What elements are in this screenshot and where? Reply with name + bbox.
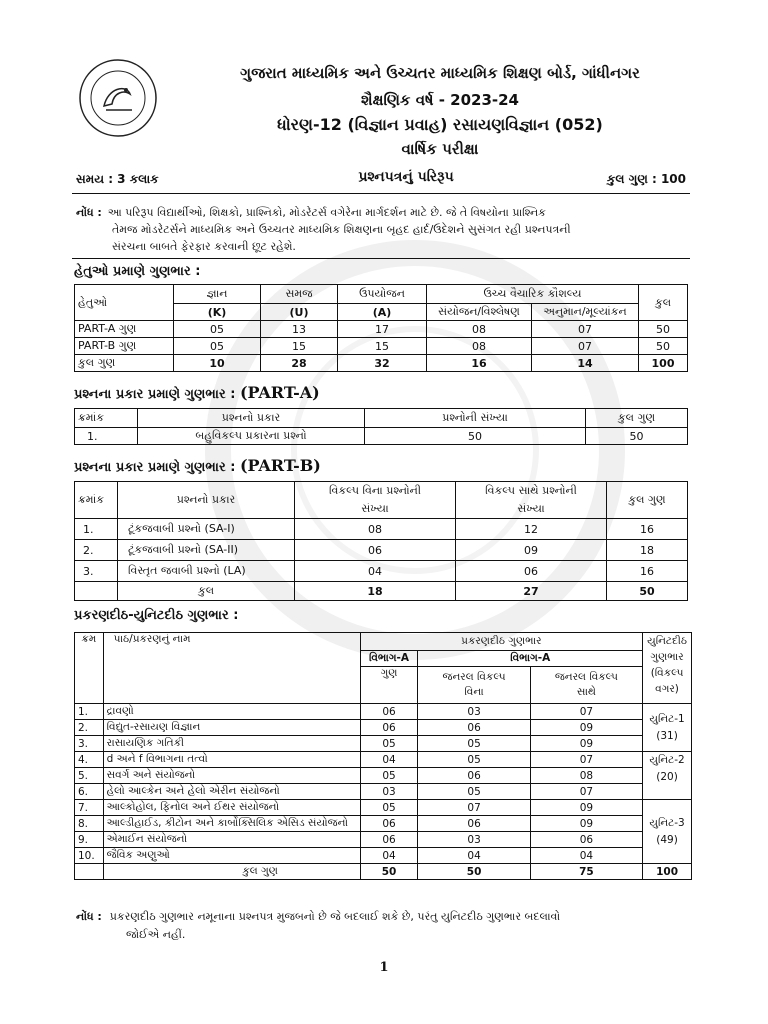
cell: બહુવિકલ્પ પ્રકારના પ્રશ્નો [138, 428, 365, 445]
cell: આલ્કોહોલ, ફિનોલ અને ઈથર સંયોજનો [103, 800, 360, 816]
note-line-1: આ પરિરૂપ વિદ્યાર્થીઓ, શિક્ષકો, પ્રાશ્નિકો, મોડરેટર્સ વગેરેના માર્ગદર્શન માટે છે. જે તે વિષયોના પ્રાશ્નિક [107, 206, 546, 219]
table-row [75, 848, 692, 864]
cell: 06 [360, 720, 418, 736]
unit-marks: (31) [656, 729, 678, 742]
header-text: સાથે [576, 686, 596, 698]
page-number: 1 [379, 960, 389, 975]
cell: 1. [75, 428, 138, 445]
cell: 2. [75, 540, 118, 561]
objective-weightage-heading: હેતુઓ પ્રમાણે ગુણભાર : [74, 264, 201, 279]
chapter-weightage-table [74, 632, 692, 880]
footnote-line-1: પ્રકરણદીઠ ગુણભાર નમૂનાના પ્રશ્નપત્ર મુજબનો છે જે બદલાઈ શકે છે, પરંતુ યુનિટદીઠ ગુણભાર બદલાવો [109, 910, 561, 923]
cell: 75 [530, 864, 642, 880]
header-text: (વિકલ્પ [650, 667, 684, 679]
cell: 10 [174, 355, 261, 372]
cell [75, 864, 104, 880]
time-label: સમય : 3 કલાક [76, 172, 159, 186]
cell: 50 [586, 428, 688, 445]
subject-title: ધોરણ-12 (વિજ્ઞાન પ્રવાહ) રસાયણવિજ્ઞાન (052) [277, 115, 603, 134]
header-text: ગુણભાર [650, 651, 684, 663]
cell: 06 [295, 540, 456, 561]
cell: 8. [75, 816, 104, 832]
header-text: વિકલ્પ વિના પ્રશ્નોની [329, 484, 421, 497]
cell: 07 [418, 800, 530, 816]
cell: 18 [295, 582, 456, 601]
table-row [75, 519, 688, 540]
meta-row [76, 169, 686, 191]
unit-marks: (20) [656, 771, 678, 783]
unit-label: યુનિટ-3 [649, 816, 685, 829]
note-line-3: સંરચના બાબતે ફેરફાર કરવાની છૂટ રહેશે. [112, 240, 296, 253]
cell: 05 [174, 321, 261, 338]
cell: 6. [75, 784, 104, 800]
chapter-weightage-heading: પ્રકરણદીઠ-યુનિટદીઠ ગુણભાર : [74, 608, 239, 623]
cell [75, 582, 118, 601]
col-part-a: વિભાગ-A [360, 651, 418, 667]
cell: 50 [639, 338, 688, 355]
cell: 08 [295, 519, 456, 540]
cell: જૈવિક અણુઓ [103, 848, 360, 864]
cell: 08 [427, 321, 532, 338]
divider [72, 258, 690, 259]
header-text: વિકલ્પ સાથે પ્રશ્નોની [485, 484, 577, 497]
table-row [75, 816, 692, 832]
cell: 04 [295, 561, 456, 582]
col-part-b: વિભાગ-A [418, 651, 643, 667]
col-marks: કુલ ગુણ [607, 482, 688, 519]
cell: 28 [261, 355, 338, 372]
col-count: પ્રશ્નોની સંખ્યા [365, 409, 586, 428]
cell: 15 [338, 338, 427, 355]
footer-note [76, 908, 688, 944]
cell: 07 [532, 338, 639, 355]
cell: 10. [75, 848, 104, 864]
cell: 100 [639, 355, 688, 372]
col-unitwise [643, 633, 692, 704]
part-b-table [74, 481, 688, 601]
col-synthesis: સંયોજન/વિશ્લેષણ [427, 304, 532, 321]
cell: 12 [456, 519, 607, 540]
cell: હેલો આલ્કેન અને હેલો એરીન સંયોજનો [103, 784, 360, 800]
col-type: પ્રશ્નનો પ્રકાર [118, 482, 295, 519]
cell: 05 [360, 736, 418, 752]
cell: 50 [360, 864, 418, 880]
table-row [75, 832, 692, 848]
cell: 1. [75, 704, 104, 720]
cell: 08 [530, 768, 642, 784]
table-row [75, 720, 692, 736]
unit-label: યુનિટ-1 [649, 712, 685, 725]
col-evaluation: અનુમાન/મૂલ્યાંકન [532, 304, 639, 321]
cell: 3. [75, 561, 118, 582]
cell: 07 [532, 321, 639, 338]
total-marks-label: કુલ ગુણ : 100 [606, 172, 686, 186]
footnote-line-2: જોઈએ નહીં. [126, 928, 186, 941]
cell: 07 [530, 784, 642, 800]
unit-3-cell [643, 800, 692, 864]
cell: 06 [530, 832, 642, 848]
part-label: (PART-B) [239, 456, 321, 475]
academic-year: શૈક્ષણિક વર્ષ - 2023-24 [361, 91, 519, 109]
col-without-choice [295, 482, 456, 519]
table-row [75, 321, 688, 338]
col-general-with [530, 667, 642, 704]
cell: 05 [418, 736, 530, 752]
col-chapter: પાઠ/પ્રકરણનું નામ [103, 633, 360, 704]
cell: 4. [75, 752, 104, 768]
header-text: યુનિટદીઠ [647, 635, 687, 647]
cell: વિસ્તૃત જવાબી પ્રશ્નો (LA) [118, 561, 295, 582]
note-line-2: તેમજ મોડરેટર્સને માધ્યમિક અને ઉચ્ચતર માધ્યમિક શિક્ષણના બૃહદ હાર્દ/ઉદેશને સુસંગત રહી પ્રશ્નપત્રની [112, 223, 571, 236]
cell: 05 [418, 784, 530, 800]
cell: 09 [530, 736, 642, 752]
cell: 04 [418, 848, 530, 864]
col-understanding-code: (U) [261, 304, 338, 321]
part-b-heading [74, 456, 321, 475]
cell: 13 [261, 321, 338, 338]
cell: કુલ ગુણ [103, 864, 360, 880]
cell: 17 [338, 321, 427, 338]
col-general-without [418, 667, 530, 704]
cell: 03 [418, 704, 530, 720]
col-marks: કુલ ગુણ [586, 409, 688, 428]
cell: 16 [607, 561, 688, 582]
cell: રાસાયણિક ગતિકી [103, 736, 360, 752]
cell: d અને f વિભાગના તત્વો [103, 752, 360, 768]
header-text: જનરલ વિકલ્પ [554, 671, 618, 683]
col-no: ક્રમાંક [75, 409, 138, 428]
cell: 05 [360, 768, 418, 784]
cell: 15 [261, 338, 338, 355]
part-a-table [74, 408, 688, 445]
col-marks: ગુણ [360, 667, 418, 704]
cell: 14 [532, 355, 639, 372]
cell: ટૂંકજવાબી પ્રશ્નો (SA-I) [118, 519, 295, 540]
table-row [75, 561, 688, 582]
col-chapterwise: પ્રકરણદીઠ ગુણભાર [360, 633, 642, 651]
col-knowledge: જ્ઞાન [174, 285, 261, 304]
cell: ટૂંકજવાબી પ્રશ્નો (SA-II) [118, 540, 295, 561]
cell: 05 [174, 338, 261, 355]
col-with-choice [456, 482, 607, 519]
unit-2-cell [643, 752, 692, 800]
objective-weightage-table [74, 284, 688, 372]
note-label: નોંધ : [76, 206, 102, 219]
cell: 50 [607, 582, 688, 601]
divider [72, 193, 690, 194]
col-no: ક્રમાંક [75, 482, 118, 519]
part-label: (PART-A) [239, 383, 320, 402]
cell: 04 [530, 848, 642, 864]
cell: 07 [530, 704, 642, 720]
col-objectives: હેતુઓ [75, 285, 174, 321]
intro-note [76, 204, 688, 255]
cell: 7. [75, 800, 104, 816]
header-text: વગર) [655, 683, 679, 695]
cell: 08 [427, 338, 532, 355]
cell: 04 [360, 752, 418, 768]
header-text: સંખ્યા [517, 502, 545, 515]
board-name: ગુજરાત માધ્યમિક અને ઉચ્ચતર માધ્યમિક શિક્ષણ બોર્ડ, ગાંધીનગર [240, 64, 640, 82]
cell: 06 [418, 720, 530, 736]
cell: 09 [530, 800, 642, 816]
cell: 18 [607, 540, 688, 561]
footnote-label: નોંધ : [76, 910, 102, 923]
cell: 05 [418, 752, 530, 768]
cell: 06 [360, 704, 418, 720]
cell: 50 [418, 864, 530, 880]
heading-text: પ્રશ્નના પ્રકાર પ્રમાણે ગુણભાર : [74, 387, 236, 402]
table-row [75, 338, 688, 355]
board-logo-icon [78, 58, 158, 138]
cell: 06 [360, 832, 418, 848]
header-text: જનરલ વિકલ્પ [442, 671, 506, 683]
cell: એમાઈન સંયોજનો [103, 832, 360, 848]
header-text: વિના [464, 686, 484, 698]
cell: 06 [418, 768, 530, 784]
table-row [75, 428, 688, 445]
cell: 09 [456, 540, 607, 561]
col-knowledge-code: (K) [174, 304, 261, 321]
cell: 06 [418, 816, 530, 832]
col-no: ક્રમ [75, 633, 104, 704]
col-total: કુલ [639, 285, 688, 321]
cell: 06 [360, 816, 418, 832]
cell: 100 [643, 864, 692, 880]
cell: આલ્ડીહાઈડ, કીટોન અને કાર્બોક્સિલિક એસિડ સંયોજનો [103, 816, 360, 832]
cell: 09 [530, 720, 642, 736]
cell: 2. [75, 720, 104, 736]
cell: 03 [360, 784, 418, 800]
cell: 09 [530, 816, 642, 832]
col-hots: ઉચ્ચ વૈચારિક કૌશલ્ય [427, 285, 639, 304]
unit-1-cell [643, 704, 692, 752]
cell: 03 [418, 832, 530, 848]
unit-marks: (49) [656, 833, 678, 846]
cell: 5. [75, 768, 104, 784]
row-label: કુલ ગુણ [75, 355, 174, 372]
table-row [75, 768, 692, 784]
cell: 16 [607, 519, 688, 540]
cell: 50 [639, 321, 688, 338]
cell: 9. [75, 832, 104, 848]
table-row [75, 752, 692, 768]
unit-label: યુનિટ-2 [649, 754, 685, 766]
table-row [75, 540, 688, 561]
cell: વિદ્યુત-રસાયણ વિજ્ઞાન [103, 720, 360, 736]
cell: 04 [360, 848, 418, 864]
col-application: ઉપયોજન [338, 285, 427, 304]
cell: 07 [530, 752, 642, 768]
header-text: સંખ્યા [361, 502, 389, 515]
table-row [75, 784, 692, 800]
paper-blueprint-title: પ્રશ્નપત્રનું પરિરૂપ [358, 169, 454, 185]
cell: સવર્ગ અને સંયોજનો [103, 768, 360, 784]
part-a-heading [74, 383, 320, 402]
col-understanding: સમજ [261, 285, 338, 304]
table-total-row [75, 582, 688, 601]
table-row [75, 704, 692, 720]
cell: 50 [365, 428, 586, 445]
cell: 06 [456, 561, 607, 582]
table-total-row [75, 355, 688, 372]
heading-text: પ્રશ્નના પ્રકાર પ્રમાણે ગુણભાર : [74, 460, 236, 475]
row-label: PART-B ગુણ [75, 338, 174, 355]
row-label: PART-A ગુણ [75, 321, 174, 338]
table-row [75, 800, 692, 816]
table-total-row [75, 864, 692, 880]
cell: દ્રાવણો [103, 704, 360, 720]
exam-name: વાર્ષિક પરીક્ષા [401, 140, 479, 158]
table-row [75, 736, 692, 752]
cell: 16 [427, 355, 532, 372]
cell: 32 [338, 355, 427, 372]
col-type: પ્રશ્નનો પ્રકાર [138, 409, 365, 428]
cell: 1. [75, 519, 118, 540]
col-application-code: (A) [338, 304, 427, 321]
cell: 3. [75, 736, 104, 752]
cell: કુલ [118, 582, 295, 601]
cell: 27 [456, 582, 607, 601]
cell: 05 [360, 800, 418, 816]
